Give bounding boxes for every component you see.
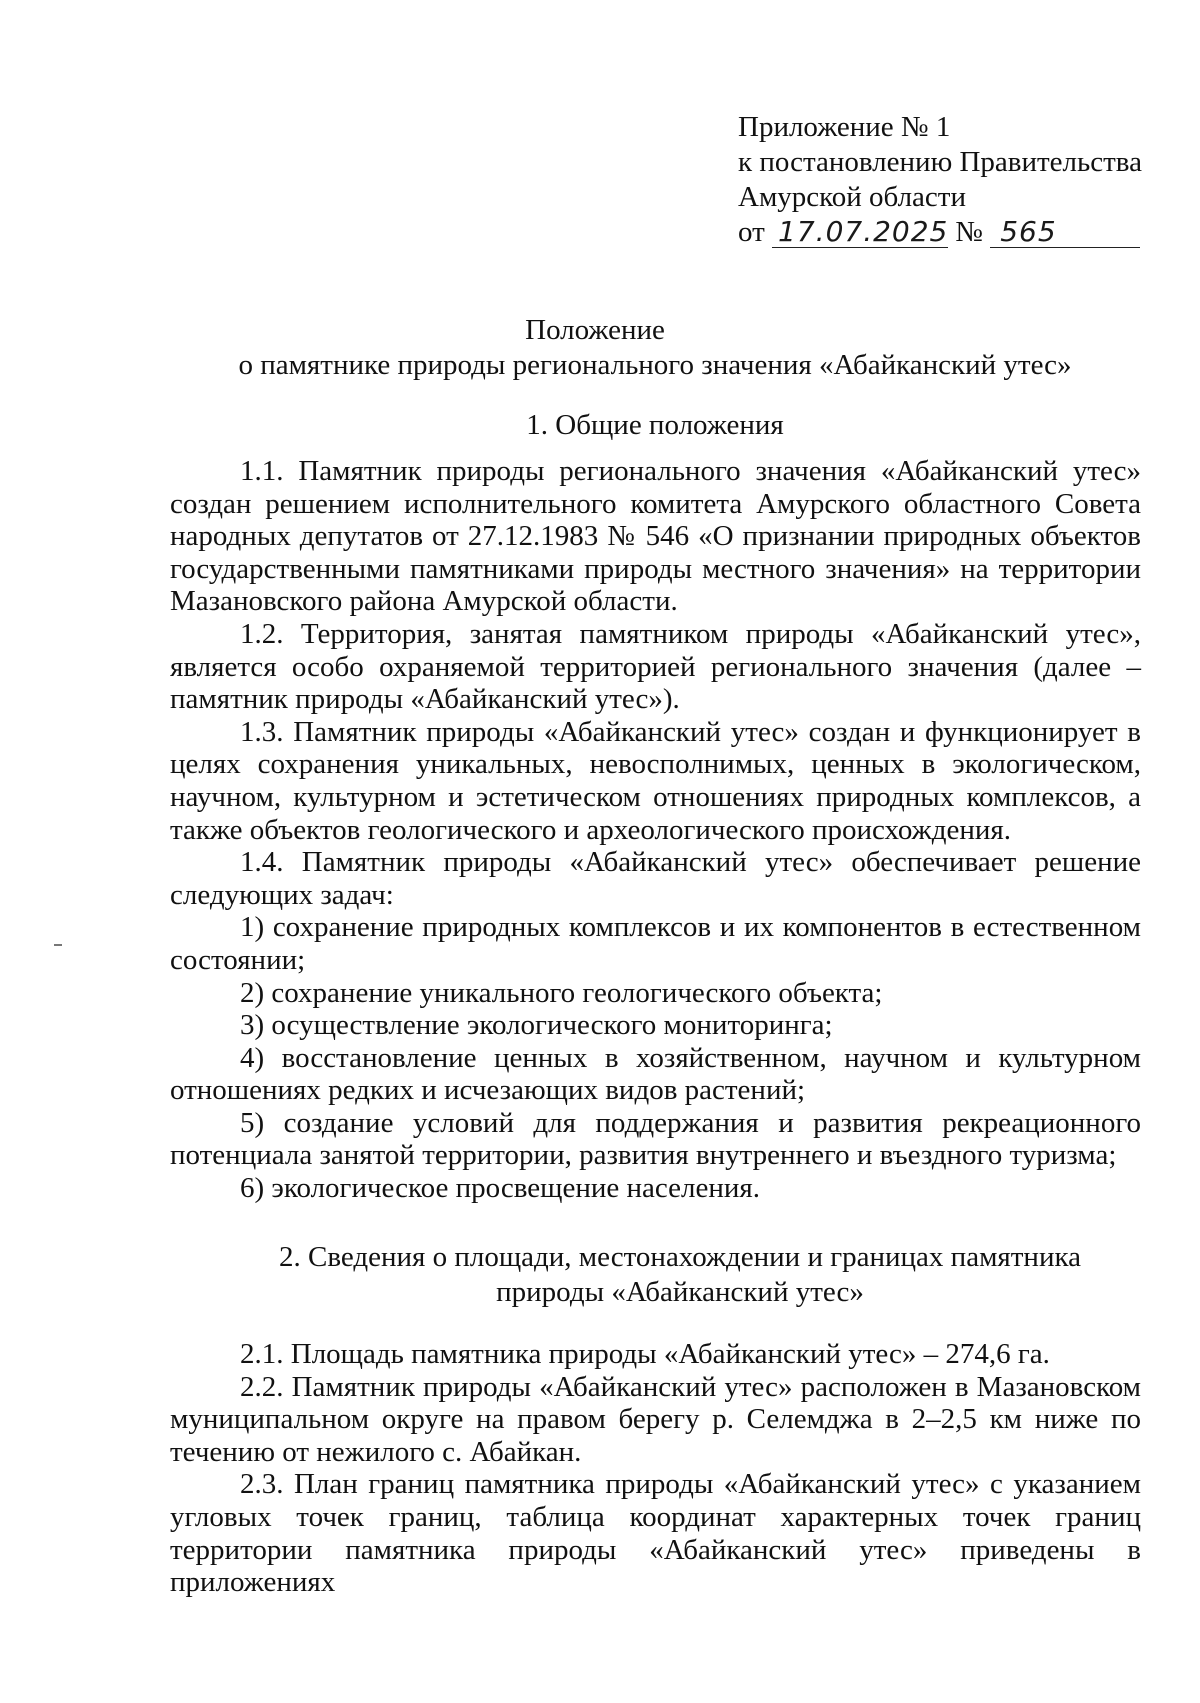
section-2-heading-line-2: природы «Абайканский утес» bbox=[496, 1276, 864, 1308]
section-1-body bbox=[170, 455, 1141, 1205]
document-title bbox=[0, 313, 1200, 348]
appendix-block bbox=[738, 110, 1142, 250]
section-2-heading-line-1: 2. Сведения о площади, местонахождении и границах памятника bbox=[278, 1241, 1081, 1273]
section-1-heading bbox=[0, 408, 1200, 443]
paragraph-1-3: 1.3. Памятник природы «Абайканский утес» создан и функционирует в целях сохранения уникальных, невосполнимых, ценных в экологическом, научном, культурном и эстетическом отношениях природных комплексов, а также объектов геологического и археологического происхождения. bbox=[170, 715, 1141, 846]
appendix-line-1: Приложение № 1 bbox=[738, 111, 951, 143]
from-label: от bbox=[738, 216, 765, 248]
appendix-line-2: к постановлению Правительства bbox=[738, 146, 1142, 178]
paragraph-2-3: 2.3. План границ памятника природы «Абайканский утес» с указанием угловых точек границ, таблица координат характерных точек границ территории памятника природы «Абайканский утес» приведены в приложениях bbox=[170, 1468, 1141, 1599]
number-label: № bbox=[955, 216, 983, 248]
document-subtitle-text: о памятнике природы регионального значения «Абайканский утес» bbox=[238, 349, 1072, 381]
task-item-5: 5) создание условий для поддержания и развития рекреационного потенциала занятой территории, развития внутреннего и въездного туризма; bbox=[170, 1106, 1141, 1172]
section-2-body bbox=[170, 1338, 1141, 1599]
task-item-3: 3) осуществление экологического мониторинга; bbox=[240, 1009, 833, 1042]
appendix-date-line bbox=[738, 215, 1142, 250]
paragraph-2-2: 2.2. Памятник природы «Абайканский утес» расположен в Мазановском муниципальном округе на правом берегу р. Селемджа в 2–2,5 км ниже по течению от нежилого с. Абайкан. bbox=[170, 1370, 1141, 1468]
task-item-2: 2) сохранение уникального геологического объекта; bbox=[240, 976, 883, 1009]
document-title-text: Положение bbox=[525, 314, 665, 346]
section-2-heading bbox=[230, 1240, 1130, 1310]
document-subtitle bbox=[0, 348, 1200, 383]
paragraph-1-1: 1.1. Памятник природы регионального значения «Абайканский утес» создан решением исполнительного комитета Амурского областного Совета народных депутатов от 27.12.1983 № 546 «О признании природных объектов государственными памятниками природы местного значения» на территории Мазановского района Амурской области. bbox=[170, 455, 1141, 618]
paragraph-1-4: 1.4. Памятник природы «Абайканский утес» обеспечивает решение следующих задач: bbox=[170, 846, 1141, 911]
task-item-4: 4) восстановление ценных в хозяйственном, научном и культурном отношениях редких и исчезающих видов растений; bbox=[170, 1041, 1141, 1107]
task-item-6: 6) экологическое просвещение населения. bbox=[240, 1172, 760, 1205]
paragraph-1-2: 1.2. Территория, занятая памятником природы «Абайканский утес», является особо охраняемой территорией регионального значения (далее – памятник природы «Абайканский утес»). bbox=[170, 617, 1141, 716]
section-1-heading-text: 1. Общие положения bbox=[526, 409, 784, 441]
handwritten-number: 565 bbox=[990, 217, 1140, 248]
task-item-1: 1) сохранение природных комплексов и их компонентов в естественном состоянии; bbox=[170, 911, 1141, 976]
scan-margin-mark bbox=[54, 944, 62, 946]
paragraph-2-1: 2.1. Площадь памятника природы «Абайканский утес» – 274,6 га. bbox=[240, 1338, 1050, 1370]
appendix-line-3: Амурской области bbox=[738, 181, 966, 213]
handwritten-date: 17.07.2025 bbox=[772, 217, 948, 248]
